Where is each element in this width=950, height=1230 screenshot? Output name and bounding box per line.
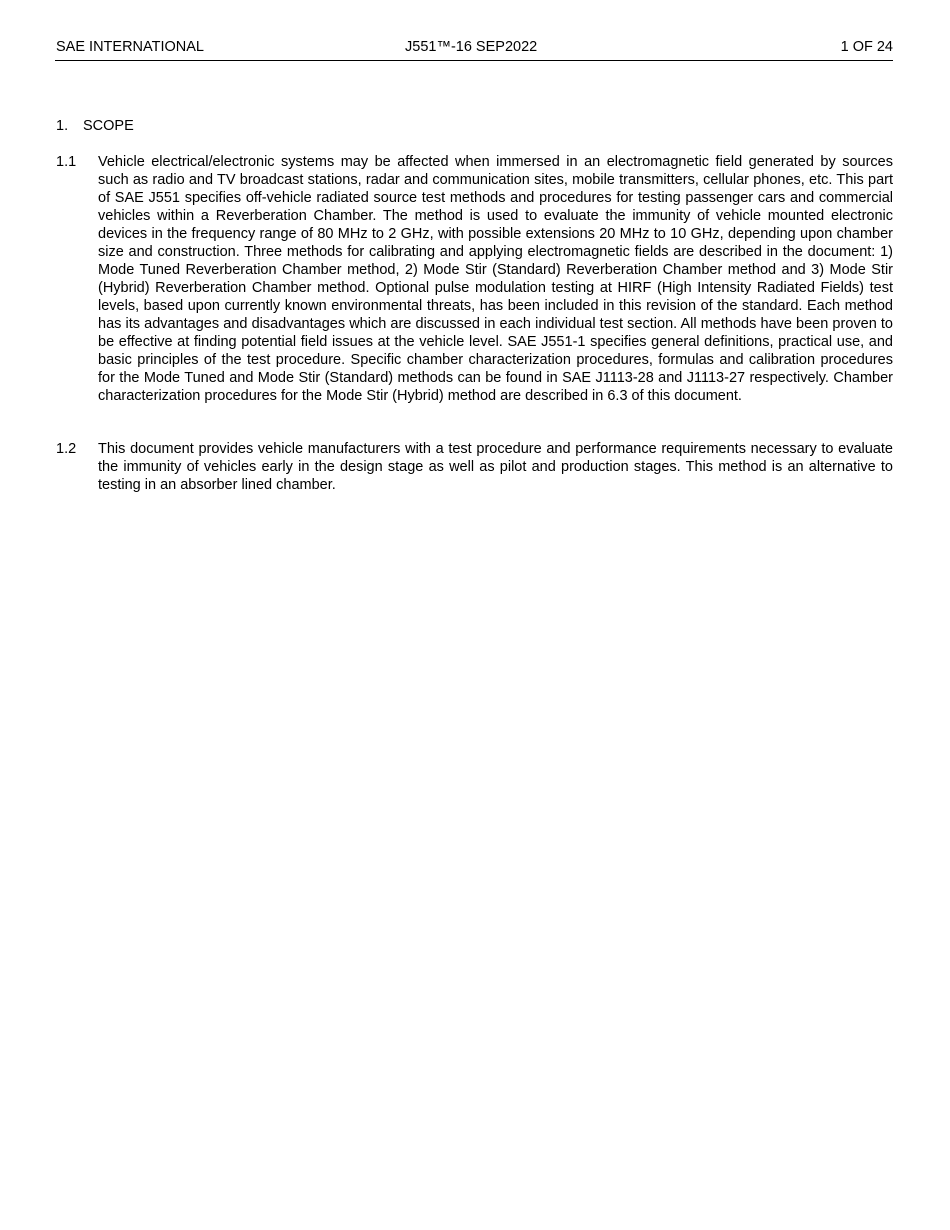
paragraph bbox=[56, 440, 893, 494]
paragraph-number: 1.2 bbox=[56, 441, 77, 457]
paragraph-text: Vehicle electrical/electronic systems may be affected when immersed in an electromagnetic field generated by sources such as radio and TV broadcast stations, radar and communication sites, mobile transmitters, cellular phones, etc. This part of SAE J551 specifies off-vehicle radiated source test methods and procedures for testing passenger cars and commercial vehicles within a Reverberation Chamber. The method is used to evaluate the immunity of vehicle mounted electronic devices in the frequency range of 80 MHz to 2 GHz, with possible extensions 20 MHz to 10 GHz, depending upon chamber size and construction. Three methods for calibrating and applying electromagnetic fields are described in the document: 1) Mode Tuned Reverberation Chamber method, 2) Mode Stir (Standard) Reverberation Chamber method and 3) Mode Stir (Hybrid) Reverberation Chamber method. Optional pulse modulation testing at HIRF (High Intensity Radiated Fields) test levels, based upon currently known environmental threats, has been included in this revision of the standard. Each method has its advantages and disadvantages which are discussed in each individual test section. All methods have been proven to be effective at finding potential field issues at the vehicle level. SAE J551-1 specifies general definitions, practical use, and basic principles of the test procedure. Specific chamber characterization procedures, formulas and calibration procedures for the Mode Tuned and Mode Stir (Standard) methods can be found in SAE J1113-28 and J1113-27 respectively. Chamber characterization procedures for the Mode Stir (Hybrid) method are described in 6.3 of this document. bbox=[98, 154, 893, 404]
header-page-number: 1 OF 24 bbox=[840, 39, 893, 55]
section-number: 1. bbox=[56, 118, 69, 134]
page-header bbox=[55, 38, 893, 61]
section-heading bbox=[56, 117, 134, 135]
paragraph-number: 1.1 bbox=[56, 154, 77, 170]
paragraph-text: This document provides vehicle manufacturers with a test procedure and performance requirements necessary to evaluate the immunity of vehicles early in the design stage as well as pilot and production stages. This method is an alternative to testing in an absorber lined chamber. bbox=[98, 441, 893, 493]
header-document-id: J551™-16 SEP2022 bbox=[405, 39, 538, 55]
paragraph bbox=[56, 153, 893, 405]
header-publisher: SAE INTERNATIONAL bbox=[56, 39, 204, 55]
section-title: SCOPE bbox=[83, 118, 134, 134]
